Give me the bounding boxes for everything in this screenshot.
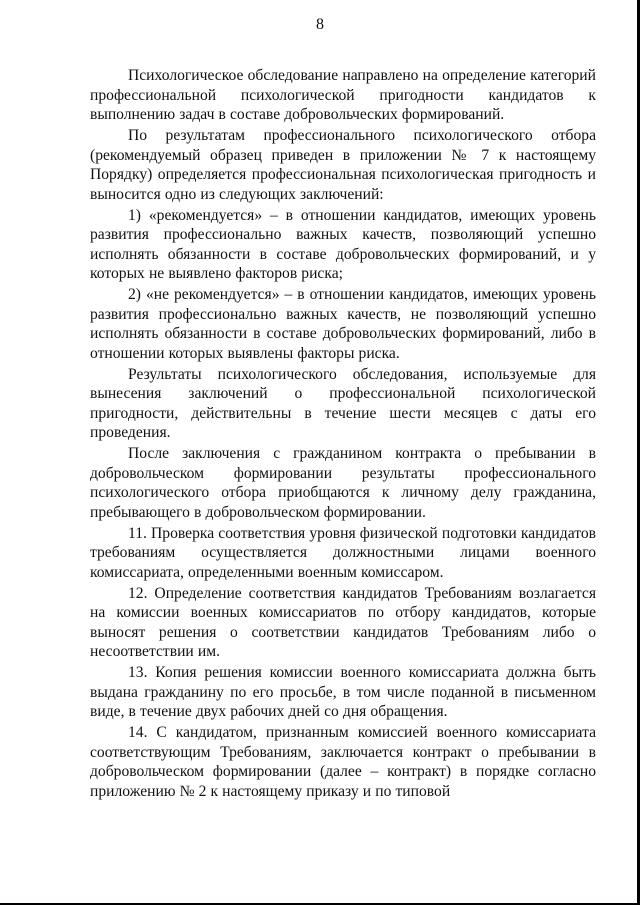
paragraph: Психологическое обследование направлено на определение категорий профессиональной психологической пригодности кандидатов к выполнению задач в составе добровольческих формирований.: [90, 67, 596, 123]
paragraph: 2) «не рекомендуется» – в отношении кандидатов, имеющих уровень развития профессионально важных качеств, не позволяющий успешно исполнять обязанности в составе добровольческих формирований, либо в отношении которых выявлены факторы риска.: [90, 286, 596, 362]
paragraph: 12. Определение соответствия кандидатов Требованиям возлагается на комиссии военных комиссариатов по отбору кандидатов, которые выносят решения о соответствии кандидатов Требованиям либо о несоответствии им.: [90, 584, 596, 660]
paragraph: 13. Копия решения комиссии военного комиссариата должна быть выдана гражданину по его просьбе, в том числе поданной в письменном виде, в течение двух рабочих дней со дня обращения.: [90, 664, 596, 720]
paragraph: 11. Проверка соответствия уровня физической подготовки кандидатов требованиям осуществляется должностными лицами военного комиссариата, определенными военным комиссаром.: [90, 524, 596, 581]
paragraph: 1) «рекомендуется» – в отношении кандидатов, имеющих уровень развития профессионально важных качеств, позволяющий успешно исполнять обязанности в составе добровольческих формирований, и у которых не выявлено факторов риска;: [90, 206, 596, 282]
page-number: 8: [316, 16, 324, 33]
paragraph: После заключения с гражданином контракта о пребывании в добровольческом формировании результаты профессионального психологического отбора приобщаются к личному делу гражданина, пребывающего в добровольческом формировании.: [90, 445, 596, 521]
paragraph: 14. С кандидатом, признанным комиссией военного комиссариата соответствующим Требованиям, заключается контракт о пребывании в добровольческом формировании (далее – контракт) в порядке согласно приложению № 2 к настоящему приказу и по типовой: [90, 724, 596, 800]
paragraph: По результатам профессионального психологического отбора (рекомендуемый образец приведен в приложении № 7 к настоящему Порядку) определяется профессиональная психологическая пригодность и выносится одно из следующих заключений:: [90, 127, 596, 203]
paragraph: Результаты психологического обследования, используемые для вынесения заключений о профессиональной психологической пригодности, действительны в течение шести месяцев с даты его проведения.: [90, 365, 596, 441]
document-body: [90, 66, 596, 803]
